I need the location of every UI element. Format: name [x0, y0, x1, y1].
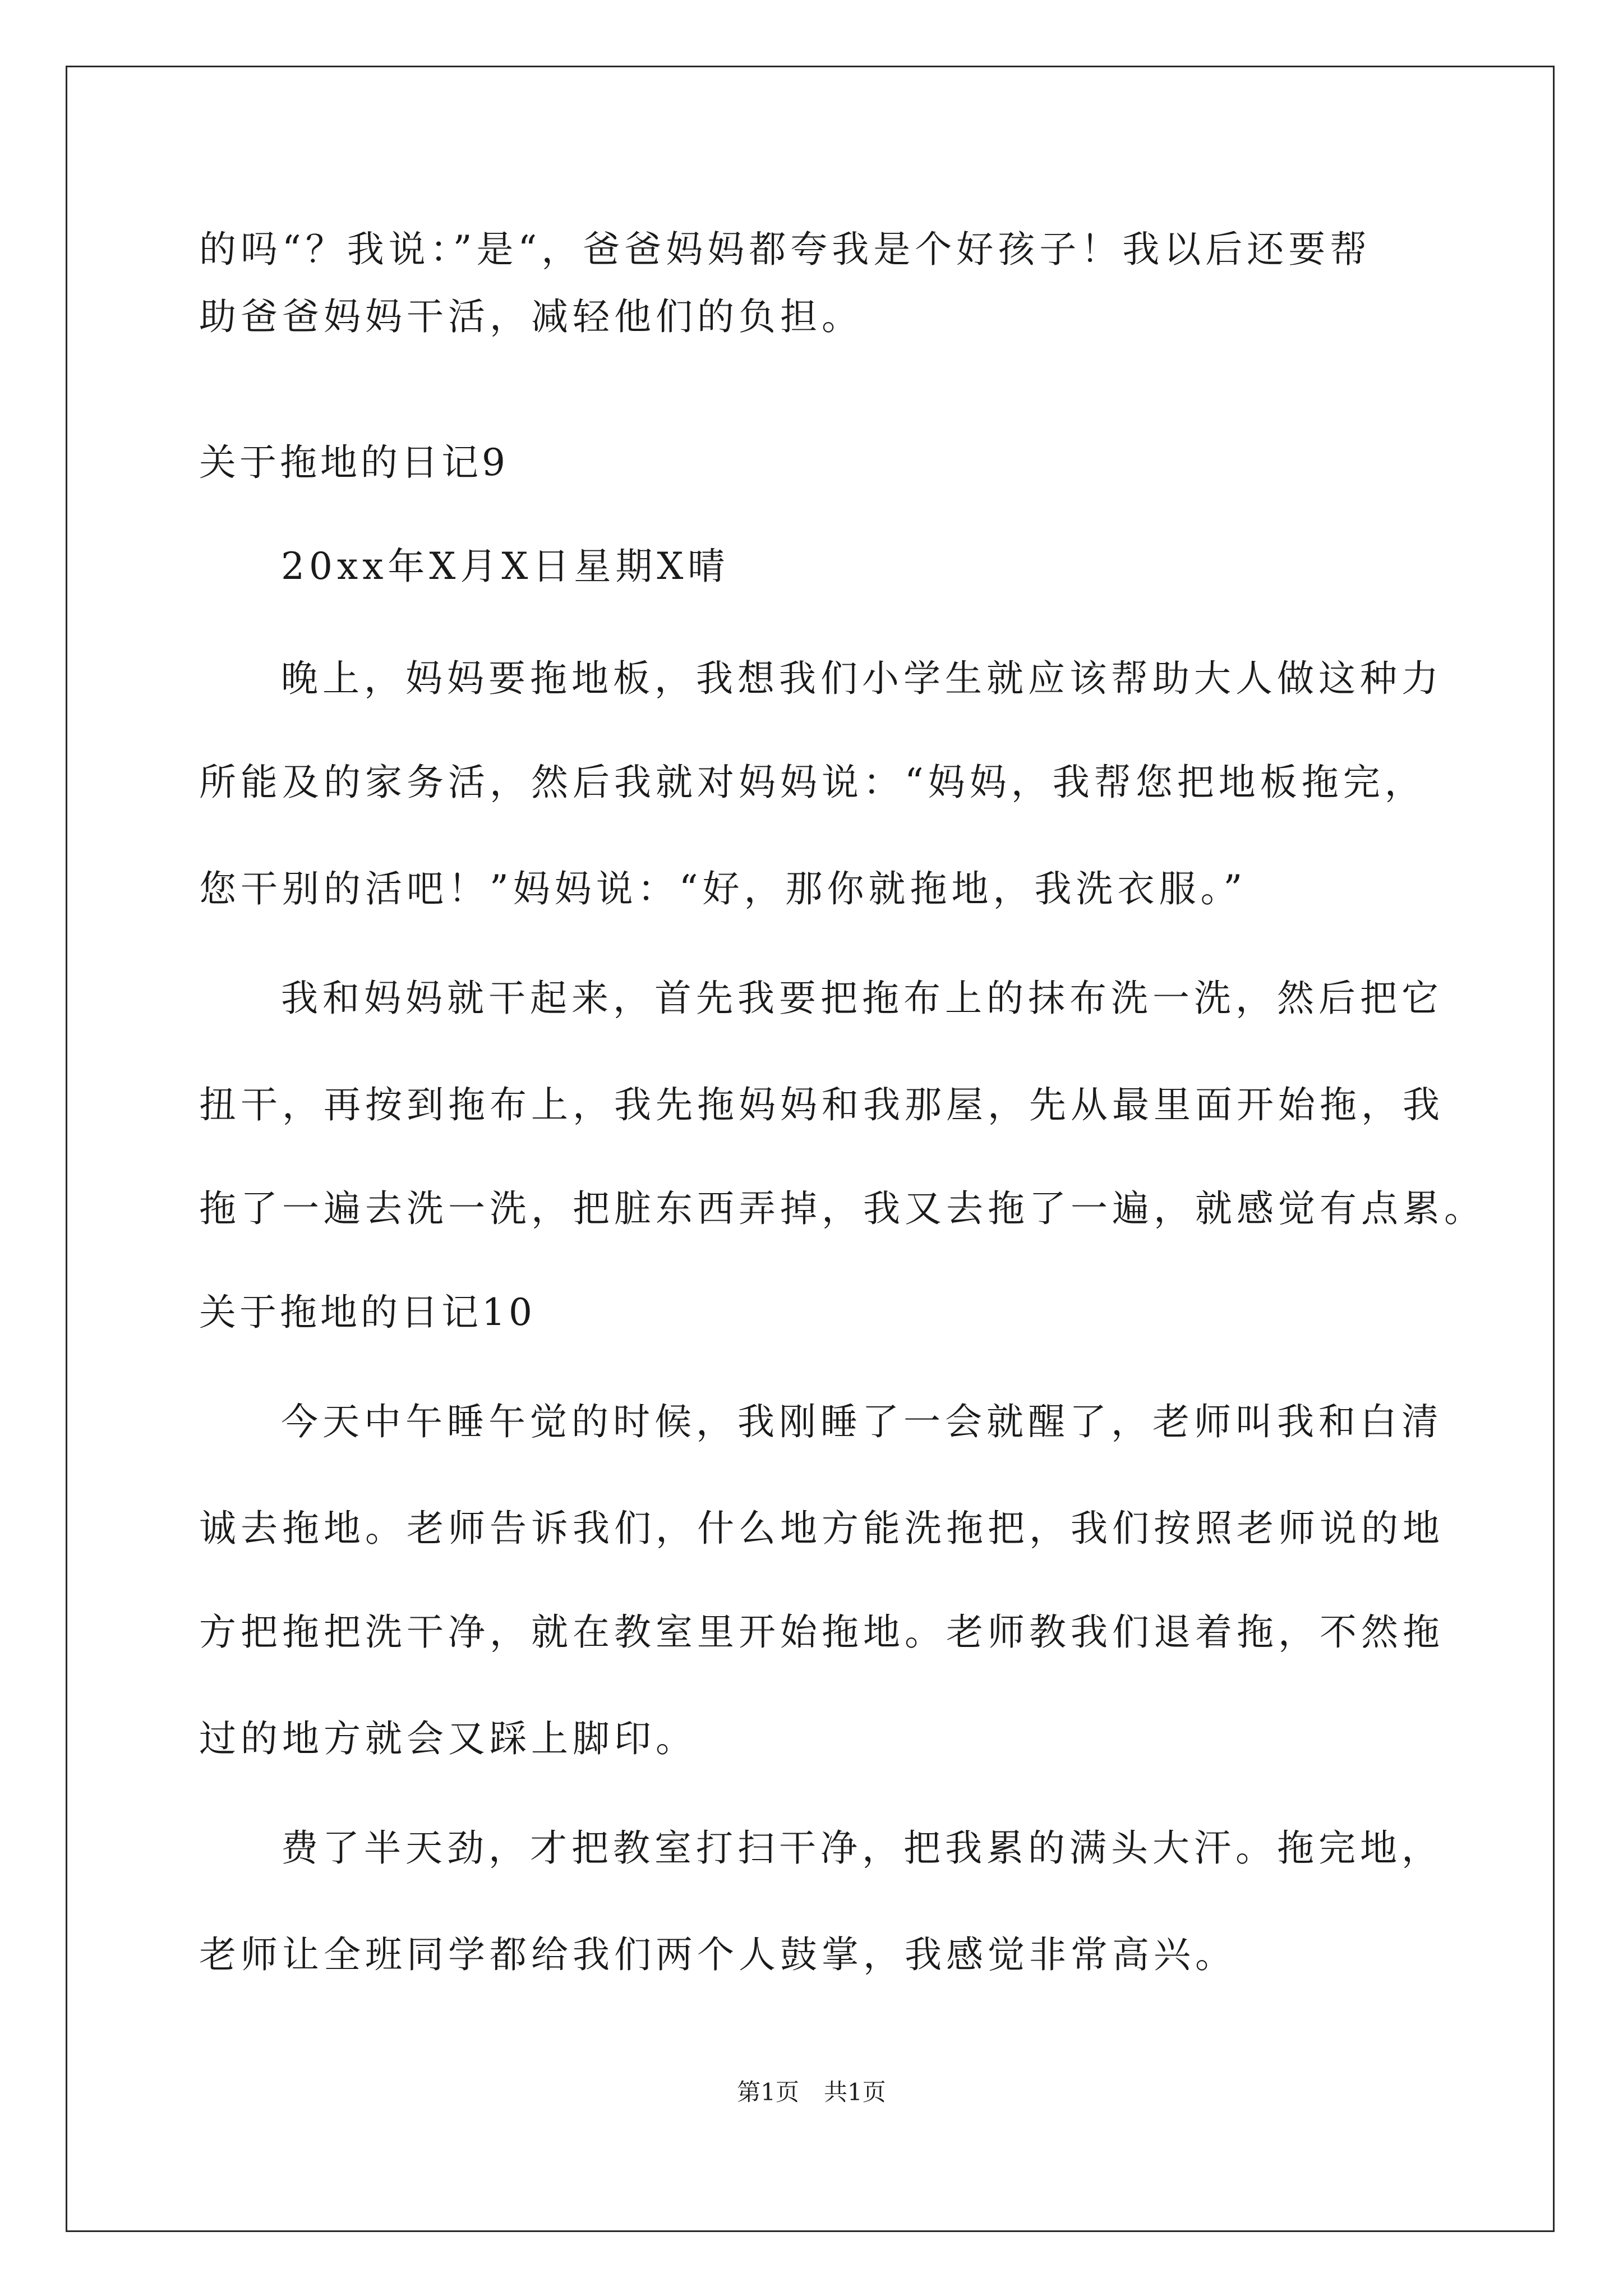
page-border: [66, 66, 1555, 2232]
paragraph-line: 我和妈妈就干起来，首先我要把拖布上的抹布洗一洗，然后把它: [281, 977, 1443, 1020]
paragraph-line: 您干别的活吧！”妈妈说：“好，那你就拖地，我洗衣服。”: [199, 867, 1247, 910]
paragraph-line: 拖了一遍去洗一洗，把脏东西弄掉，我又去拖了一遍，就感觉有点累。: [199, 1187, 1486, 1230]
paragraph-line: 的吗“？我说：”是“，爸爸妈妈都夸我是个好孩子！我以后还要帮: [199, 228, 1372, 271]
page-number: 第1页: [737, 2078, 799, 2106]
diary-heading: 关于拖地的日记9: [199, 441, 509, 484]
paragraph-line: 费了半天劲，才把教室打扫干净，把我累的满头大汗。拖完地，: [281, 1826, 1443, 1870]
paragraph-line: 扭干，再按到拖布上，我先拖妈妈和我那屋，先从最里面开始拖，我: [199, 1083, 1444, 1126]
paragraph-line: 方把拖把洗干净，就在教室里开始拖地。老师教我们退着拖，不然拖: [199, 1611, 1444, 1654]
diary-heading: 关于拖地的日记10: [199, 1291, 536, 1334]
paragraph-line: 老师让全班同学都给我们两个人鼓掌，我感觉非常高兴。: [199, 1933, 1237, 1976]
page-total: 共1页: [824, 2078, 886, 2106]
diary-date: 20xx年X月X日星期X晴: [281, 545, 730, 588]
paragraph-line: 晚上，妈妈要拖地板，我想我们小学生就应该帮助大人做这种力: [281, 657, 1443, 700]
paragraph-line: 所能及的家务活，然后我就对妈妈说：“妈妈，我帮您把地板拖完，: [199, 761, 1426, 804]
paragraph-line: 今天中午睡午觉的时候，我刚睡了一会就醒了，老师叫我和白清: [281, 1400, 1443, 1443]
paragraph-line: 助爸爸妈妈干活，减轻他们的负担。: [199, 295, 863, 338]
paragraph-line: 过的地方就会又踩上脚印。: [199, 1717, 697, 1760]
paragraph-line: 诚去拖地。老师告诉我们，什么地方能洗拖把，我们按照老师说的地: [199, 1507, 1444, 1550]
page-footer: [0, 2078, 1623, 2106]
